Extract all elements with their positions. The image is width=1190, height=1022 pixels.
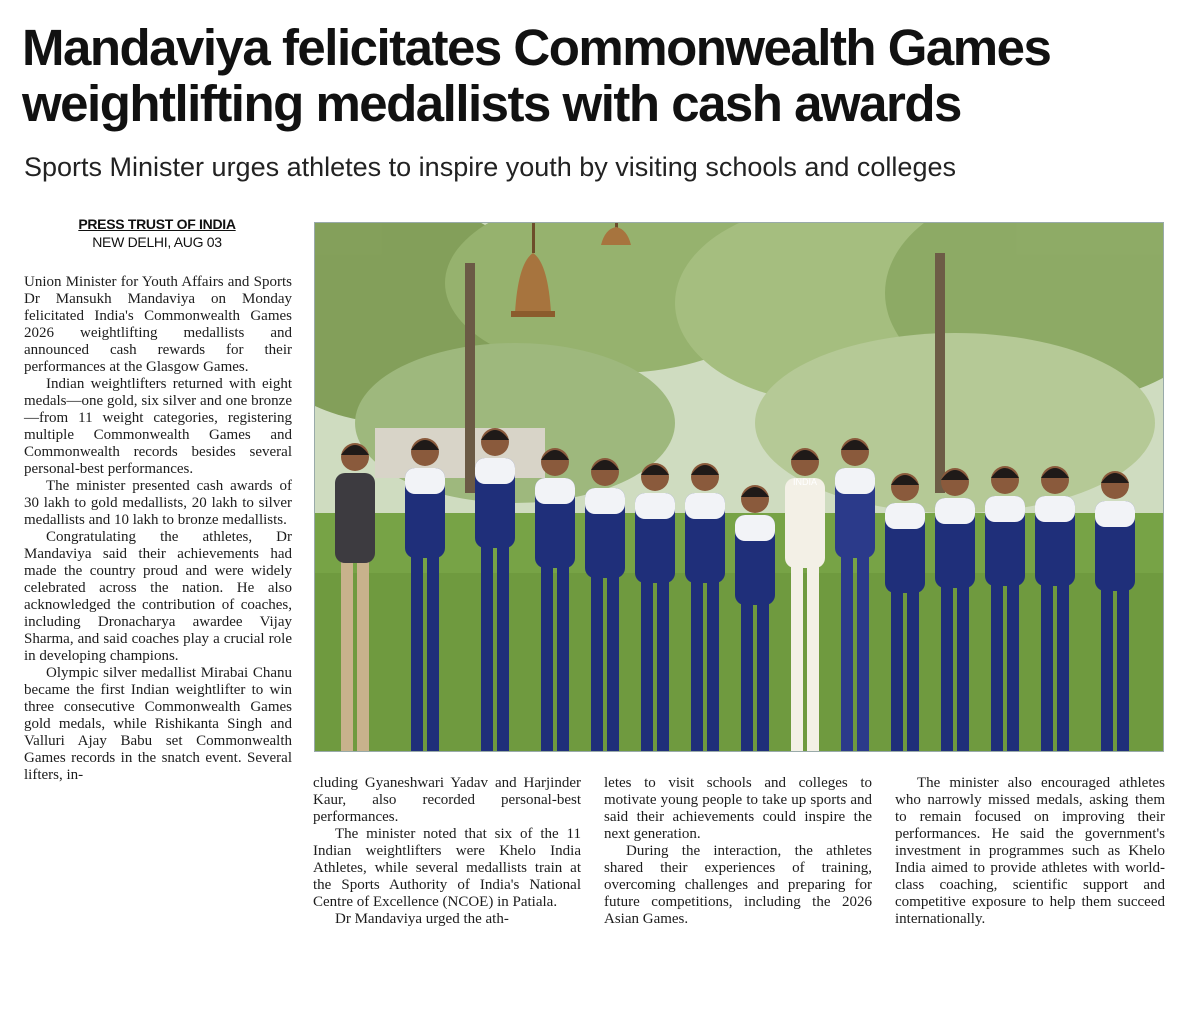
article-paragraph: The minister also encouraged athletes who narrowly missed medals, asking them to remain focused on improving their performances. He said the government's investment in programmes such as Khelo India aimed to provide athletes with world-class coaching, scientific support and competitive exposure to help them succeed internationally. bbox=[895, 775, 1165, 927]
tree-trunk bbox=[465, 263, 475, 493]
article-photo bbox=[314, 222, 1164, 752]
tree-trunk bbox=[935, 253, 945, 493]
article-paragraph: Indian weightlifters returned with eight medals—one gold, six silver and one bronze—from 11 weight categories, registering multiple Commonwealth Games and Commonwealth records besides several personal-best performances. bbox=[24, 376, 292, 477]
article-paragraph: cluding Gyaneshwari Yadav and Harjinder Kaur, also recorded personal-best performances. bbox=[313, 775, 581, 825]
article-paragraph: Dr Mandaviya urged the ath- bbox=[335, 911, 509, 927]
byline-agency: PRESS TRUST OF INDIA bbox=[78, 216, 236, 232]
subheadline: Sports Minister urges athletes to inspire youth by visiting schools and colleges bbox=[24, 152, 956, 182]
article-column-3 bbox=[604, 775, 872, 928]
byline-dateline: NEW DELHI, AUG 03 bbox=[92, 234, 222, 250]
article-column-2 bbox=[313, 775, 581, 928]
article-paragraph: Union Minister for Youth Affairs and Sports Dr Mansukh Mandaviya on Monday felicitated India's Commonwealth Games 2026 weightlifting medallists and announced cash rewards for their performances at the Glasgow Games. bbox=[24, 274, 292, 375]
article-paragraph: During the interaction, the athletes shared their experiences of training, overcoming challenges and preparing for future competitions, including the 2026 Asian Games. bbox=[604, 843, 872, 927]
article-paragraph: letes to visit schools and colleges to motivate young people to take up sports and said their achievements could inspire the next generation. bbox=[604, 775, 872, 842]
headline: Mandaviya felicitates Commonwealth Games weightlifting medallists with cash awards bbox=[22, 19, 1051, 132]
article-paragraph: Congratulating the athletes, Dr Mandaviya said their achievements had made the country proud and were widely celebrated across the nation. He also acknowledged the contribution of coaches, including Dronacharya awardee Vijay Sharma, and said coaches play a crucial role in developing champions. bbox=[24, 529, 292, 664]
article-column-4 bbox=[895, 775, 1165, 928]
jersey-text: INDIA bbox=[792, 477, 818, 487]
article-paragraph: Olympic silver medallist Mirabai Chanu became the first Indian weightlifter to win three consecutive Commonwealth Games gold medals, while Rishikanta Singh and Valluri Ajay Babu set Commonwealth Games records in the snatch event. Several lifters, in- bbox=[24, 665, 292, 783]
building bbox=[375, 428, 545, 478]
article-column-1 bbox=[24, 274, 292, 784]
group-photo-illustration bbox=[315, 223, 1164, 752]
article-paragraph: The minister presented cash awards of 30 lakh to gold medallists, 20 lakh to silver medallists and 10 lakh to bronze medallists. bbox=[24, 478, 292, 528]
article-paragraph: The minister noted that six of the 11 Indian weightlifters were Khelo India Athletes, while several medallists train at the Sports Authority of India's National Centre of Excellence (NCOE) in Patiala. bbox=[313, 826, 581, 910]
